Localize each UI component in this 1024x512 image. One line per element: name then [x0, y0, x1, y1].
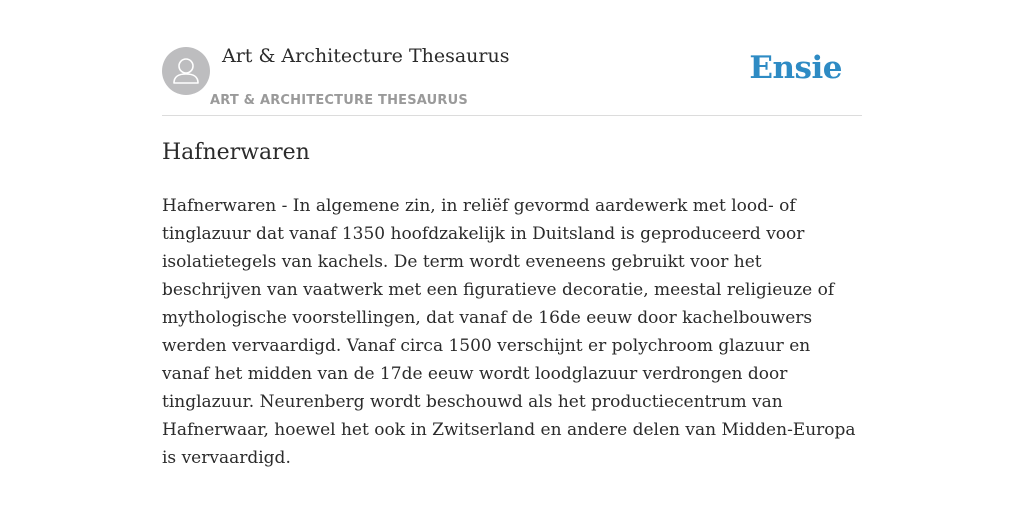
entry-definition: Hafnerwaren - In algemene zin, in reliëf gevormd aardewerk met lood- of tinglazuur dat vanaf 1350 hoofdzakelijk in Duitsland is geproduceerd voor isolatietegels van kachels. De term wordt eveneens gebruikt voor het beschrijven van vaatwerk met een figuratieve decoratie, meestal religieuze of mythologische voorstellingen, dat vanaf de 16de eeuw door kachelbouwers werden vervaardigd. Vanaf circa 1500 verschijnt er polychroom glazuur en vanaf het midden van de 17de eeuw wordt loodglazuur verdrongen door tinglazuur. Neurenberg wordt beschouwd als het productiecentrum van Hafnerwaar, hoewel het ook in Zwitserland en andere delen van Midden-Europa is vervaardigd.	[162, 196, 856, 468]
ensie-logo[interactable]: Ensie	[749, 50, 842, 86]
entry-term: Hafnerwaren	[162, 140, 310, 165]
divider	[162, 115, 862, 116]
user-icon	[162, 47, 210, 95]
source-subtitle[interactable]: ART & ARCHITECTURE THESAURUS	[210, 93, 468, 108]
source-title[interactable]: Art & Architecture Thesaurus	[222, 45, 510, 67]
avatar[interactable]	[162, 47, 210, 95]
